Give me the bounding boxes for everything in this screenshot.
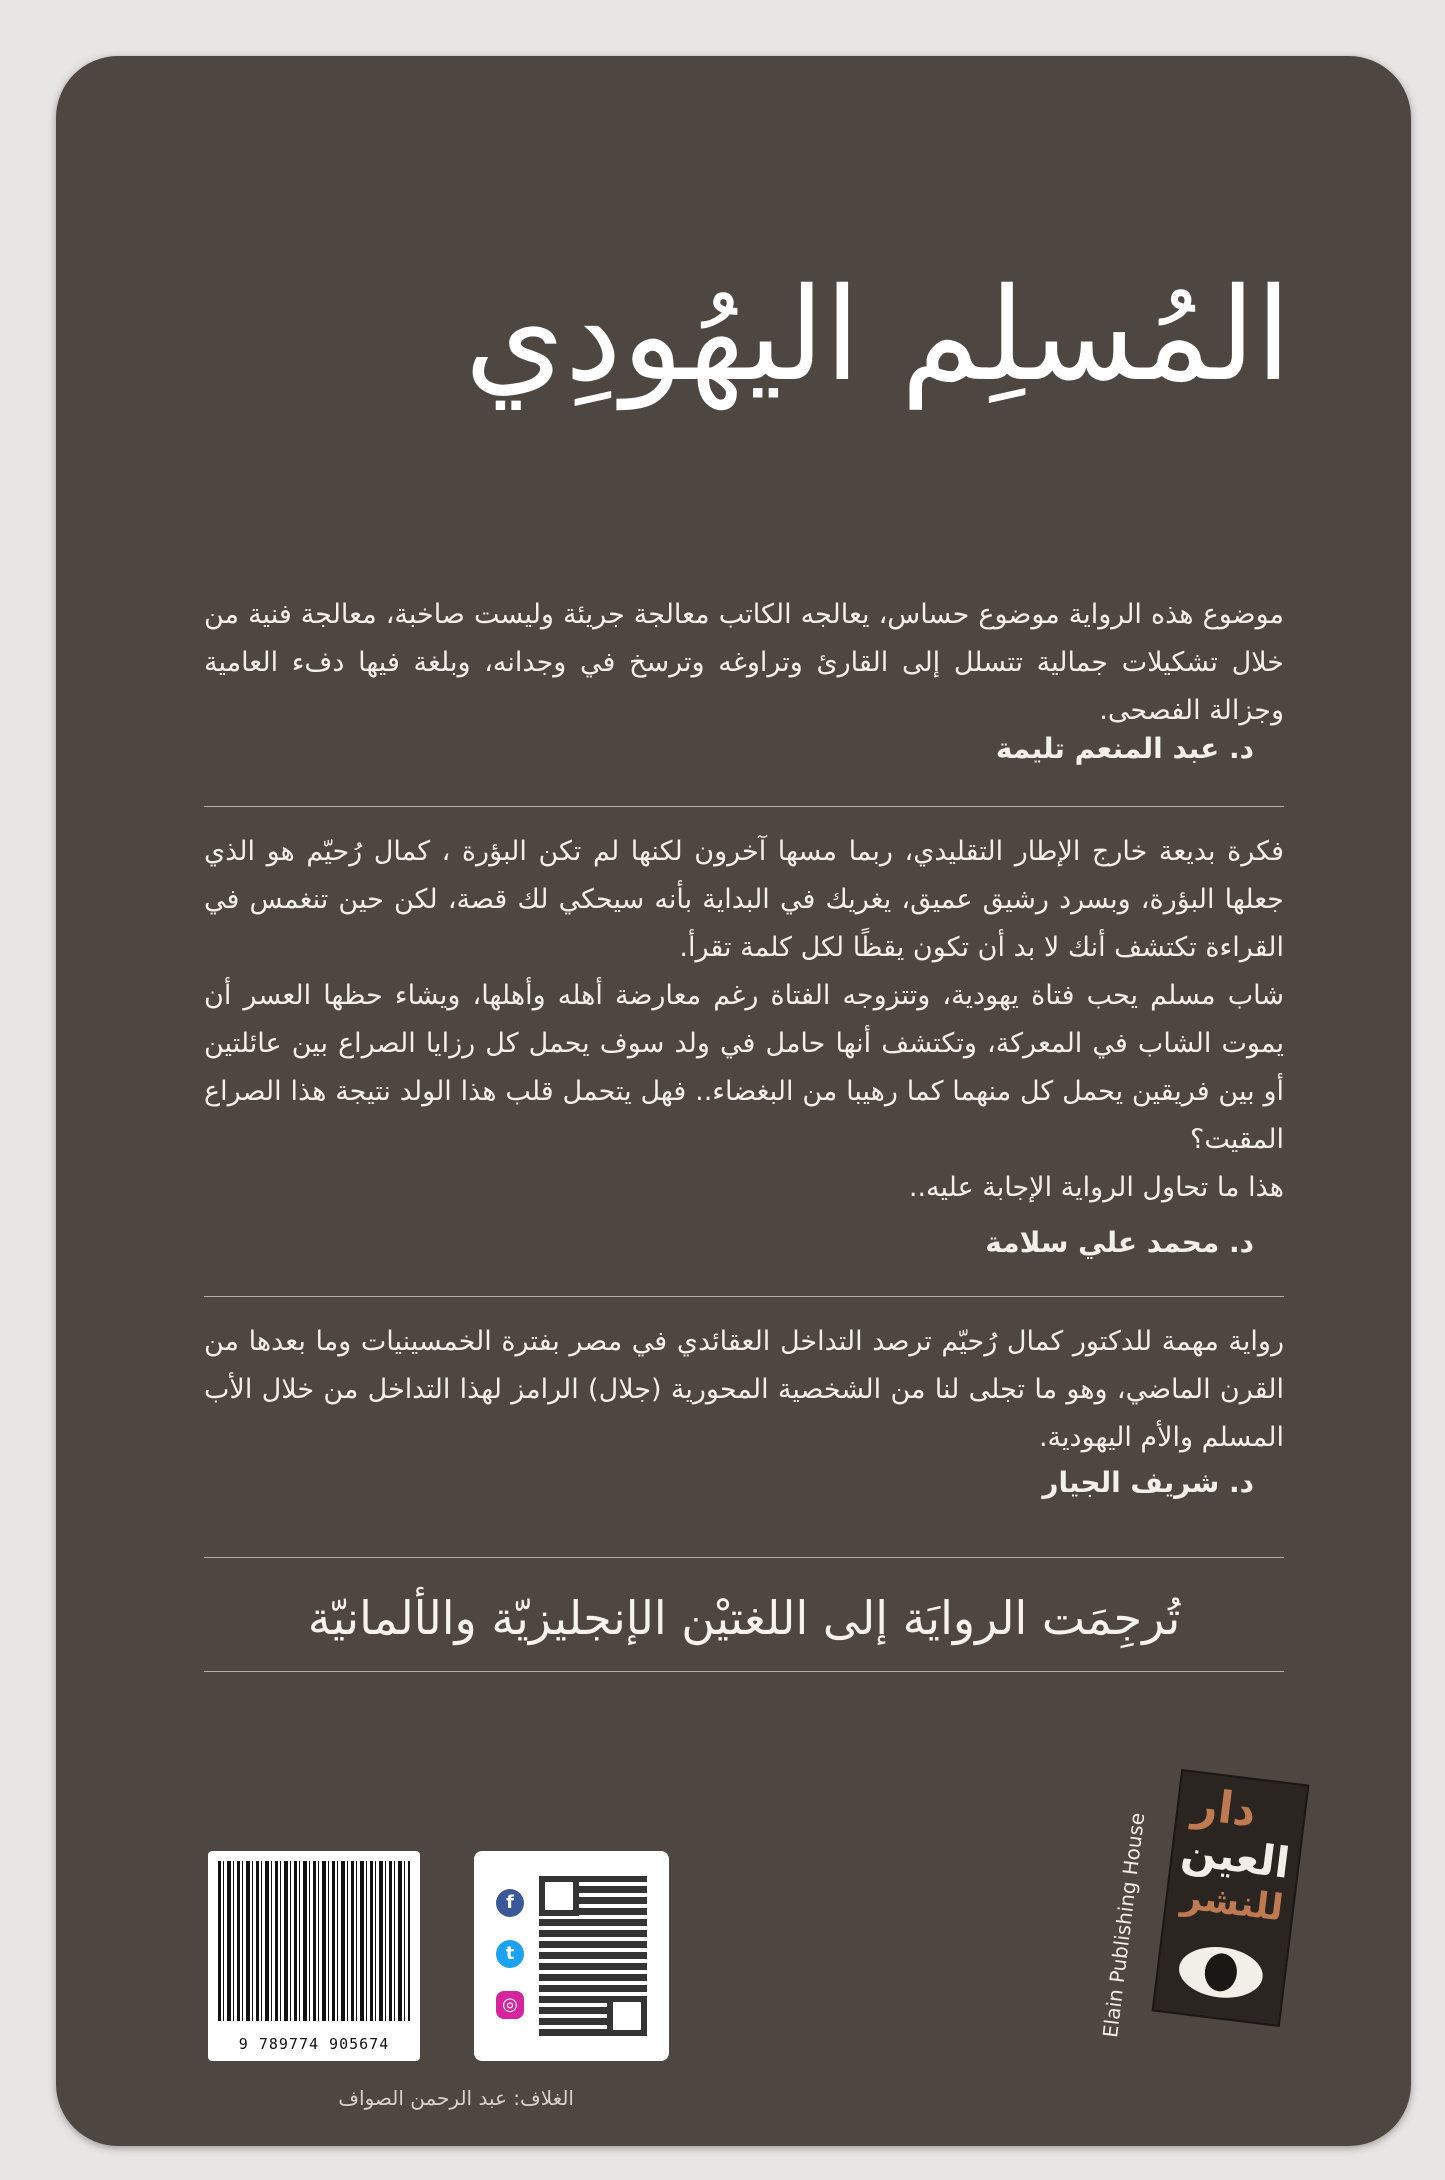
book-title: المُسلِم اليهُودِي bbox=[464, 261, 1291, 410]
blurb-3-text bbox=[204, 1318, 1284, 1462]
divider bbox=[204, 1671, 1284, 1672]
author-name: د. عبد المنعم تليمة bbox=[995, 732, 1254, 765]
blurb-paragraph: رواية مهمة للدكتور كمال رُحيّم ترصد التداخل العقائدي في مصر بفترة الخمسينيات وما بعدها من القرن الماضي، وهو ما تجلى لنا من الشخصية المحورية (جلال) الرامز لهذا التداخل من خلال الأب المسلم والأم اليهودية. bbox=[204, 1326, 1284, 1453]
logo-text: للنشر bbox=[1179, 1876, 1286, 1930]
barcode bbox=[208, 1851, 420, 2061]
publisher-logo bbox=[1152, 1769, 1310, 2027]
blurb-2-text bbox=[204, 828, 1284, 1212]
cover-credit: الغلاف: عبد الرحمن الصواف bbox=[338, 2086, 574, 2110]
logo-text: العين bbox=[1178, 1825, 1293, 1888]
blurb-2-author bbox=[204, 1226, 1284, 1259]
publisher-name-en: Elain Publishing House bbox=[1098, 1811, 1150, 2039]
author-name: د. شريف الجيار bbox=[1042, 1466, 1254, 1499]
blurb-paragraph: شاب مسلم يحب فتاة يهودية، وتتزوجه الفتاة رغم معارضة أهله وأهلها، ويشاء حظها العسر أن يموت الشاب في المعركة، وتكتشف أنها حامل في ولد سوف يحمل كل رزايا الصراع بين عائلتين أو بين فريقين يحمل كل منهما كما رهيبا من البغضاء.. فهل يتحمل قلب هذا الولد نتيجة هذا الصراع المقيت؟ bbox=[204, 980, 1284, 1155]
book-back-cover bbox=[56, 56, 1411, 2146]
logo-text: دار bbox=[1190, 1778, 1259, 1838]
blurb-paragraph: موضوع هذه الرواية موضوع حساس، يعالجه الكاتب معالجة جريئة وليست صاخبة، معالجة فنية من خلال تشكيلات جمالية تتسلل إلى القارئ وتراوغه وترسخ في وجدانه، وبلغة فيها دفء العامية وجزالة الفصحى. bbox=[204, 599, 1284, 726]
instagram-icon: ◎ bbox=[496, 1991, 524, 2019]
blurb-3-author bbox=[204, 1466, 1284, 1499]
twitter-icon: t bbox=[496, 1940, 524, 1968]
isbn-number: 9 789774 905674 bbox=[238, 2035, 390, 2053]
blurb-1-author bbox=[204, 732, 1284, 765]
divider bbox=[204, 1557, 1284, 1558]
blurb-paragraph: فكرة بديعة خارج الإطار التقليدي، ربما مسها آخرون لكنها لم تكن البؤرة ، كمال رُحيّم هو الذي جعلها البؤرة، وبسرد رشيق عميق، يغريك في البداية بأنه سيحكي لك قصة، لكن حين تنغمس في القراءة تكتشف أنك لا بد أن تكون يقظًا لكل كلمة تقرأ. bbox=[204, 836, 1284, 963]
divider bbox=[204, 1296, 1284, 1297]
blurb-paragraph: هذا ما تحاول الرواية الإجابة عليه.. bbox=[908, 1172, 1284, 1203]
blurb-1-text bbox=[204, 591, 1284, 735]
facebook-icon: f bbox=[496, 1889, 524, 1917]
eye-icon bbox=[1176, 1942, 1265, 2002]
qr-panel bbox=[474, 1851, 669, 2061]
divider bbox=[204, 806, 1284, 807]
qr-code-icon bbox=[539, 1876, 647, 2036]
barcode-bars bbox=[218, 1861, 410, 2021]
author-name: د. محمد علي سلامة bbox=[985, 1226, 1254, 1259]
translation-note: تُرجِمَت الروايَة إلى اللغتيْن الإنجليزيّة والألمانيّة bbox=[307, 1591, 1181, 1645]
